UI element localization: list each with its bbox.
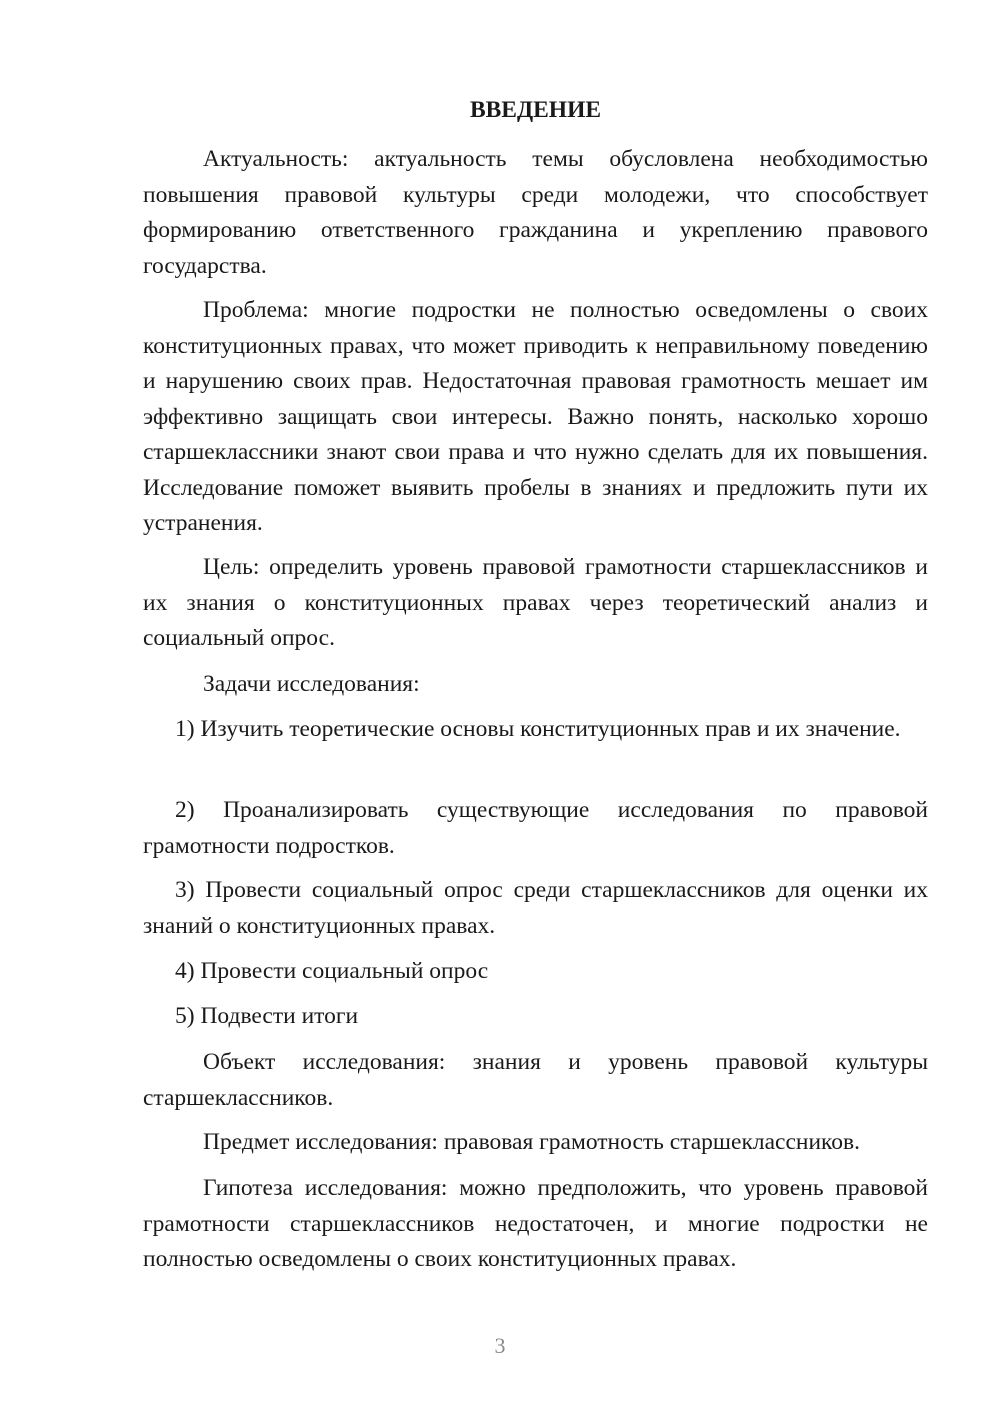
relevance-paragraph: Актуальность: актуальность темы обусловлена необходимостью повышения правовой культуры среди молодежи, что способствует формированию ответственного гражданина и укреплению правового государства. xyxy=(143,146,928,279)
page-title: ВВЕДЕНИЕ xyxy=(469,97,602,123)
task-item-2: 2) Проанализировать существующие исследования по правовой грамотности подростков. xyxy=(143,797,928,859)
page-number: 3 xyxy=(494,1333,506,1358)
hypothesis-paragraph: Гипотеза исследования: можно предположить, что уровень правовой грамотности старшеклассников недостаточен, и многие подростки не полностью осведомлены о своих конституционных правах. xyxy=(143,1175,928,1272)
subject-paragraph: Предмет исследования: правовая грамотность старшеклассников. xyxy=(203,1129,860,1155)
goal-paragraph: Цель: определить уровень правовой грамотности старшеклассников и их знания о конституционных правах через теоретический анализ и социальный опрос. xyxy=(143,554,928,651)
tasks-heading: Задачи исследования: xyxy=(203,671,420,697)
task-item-1: 1) Изучить теоретические основы конституционных прав и их значение. xyxy=(175,716,901,742)
task-item-3: 3) Провести социальный опрос среди старшеклассников для оценки их знаний о конституционных правах. xyxy=(143,877,928,939)
object-paragraph: Объект исследования: знания и уровень правовой культуры старшеклассников. xyxy=(143,1049,928,1111)
task-item-5: 5) Подвести итоги xyxy=(175,1003,359,1029)
problem-paragraph: Проблема: многие подростки не полностью осведомлены о своих конституционных правах, что может приводить к неправильному поведению и нарушению своих прав. Недостаточная правовая грамотность мешает им эффективно защищать свои интересы. Важно понять, насколько хорошо старшеклассники знают свои права и что нужно сделать для их повышения. Исследование поможет выявить пробелы в знаниях и предложить пути их устранения. xyxy=(143,297,928,536)
task-item-4: 4) Провести социальный опрос xyxy=(175,958,489,984)
